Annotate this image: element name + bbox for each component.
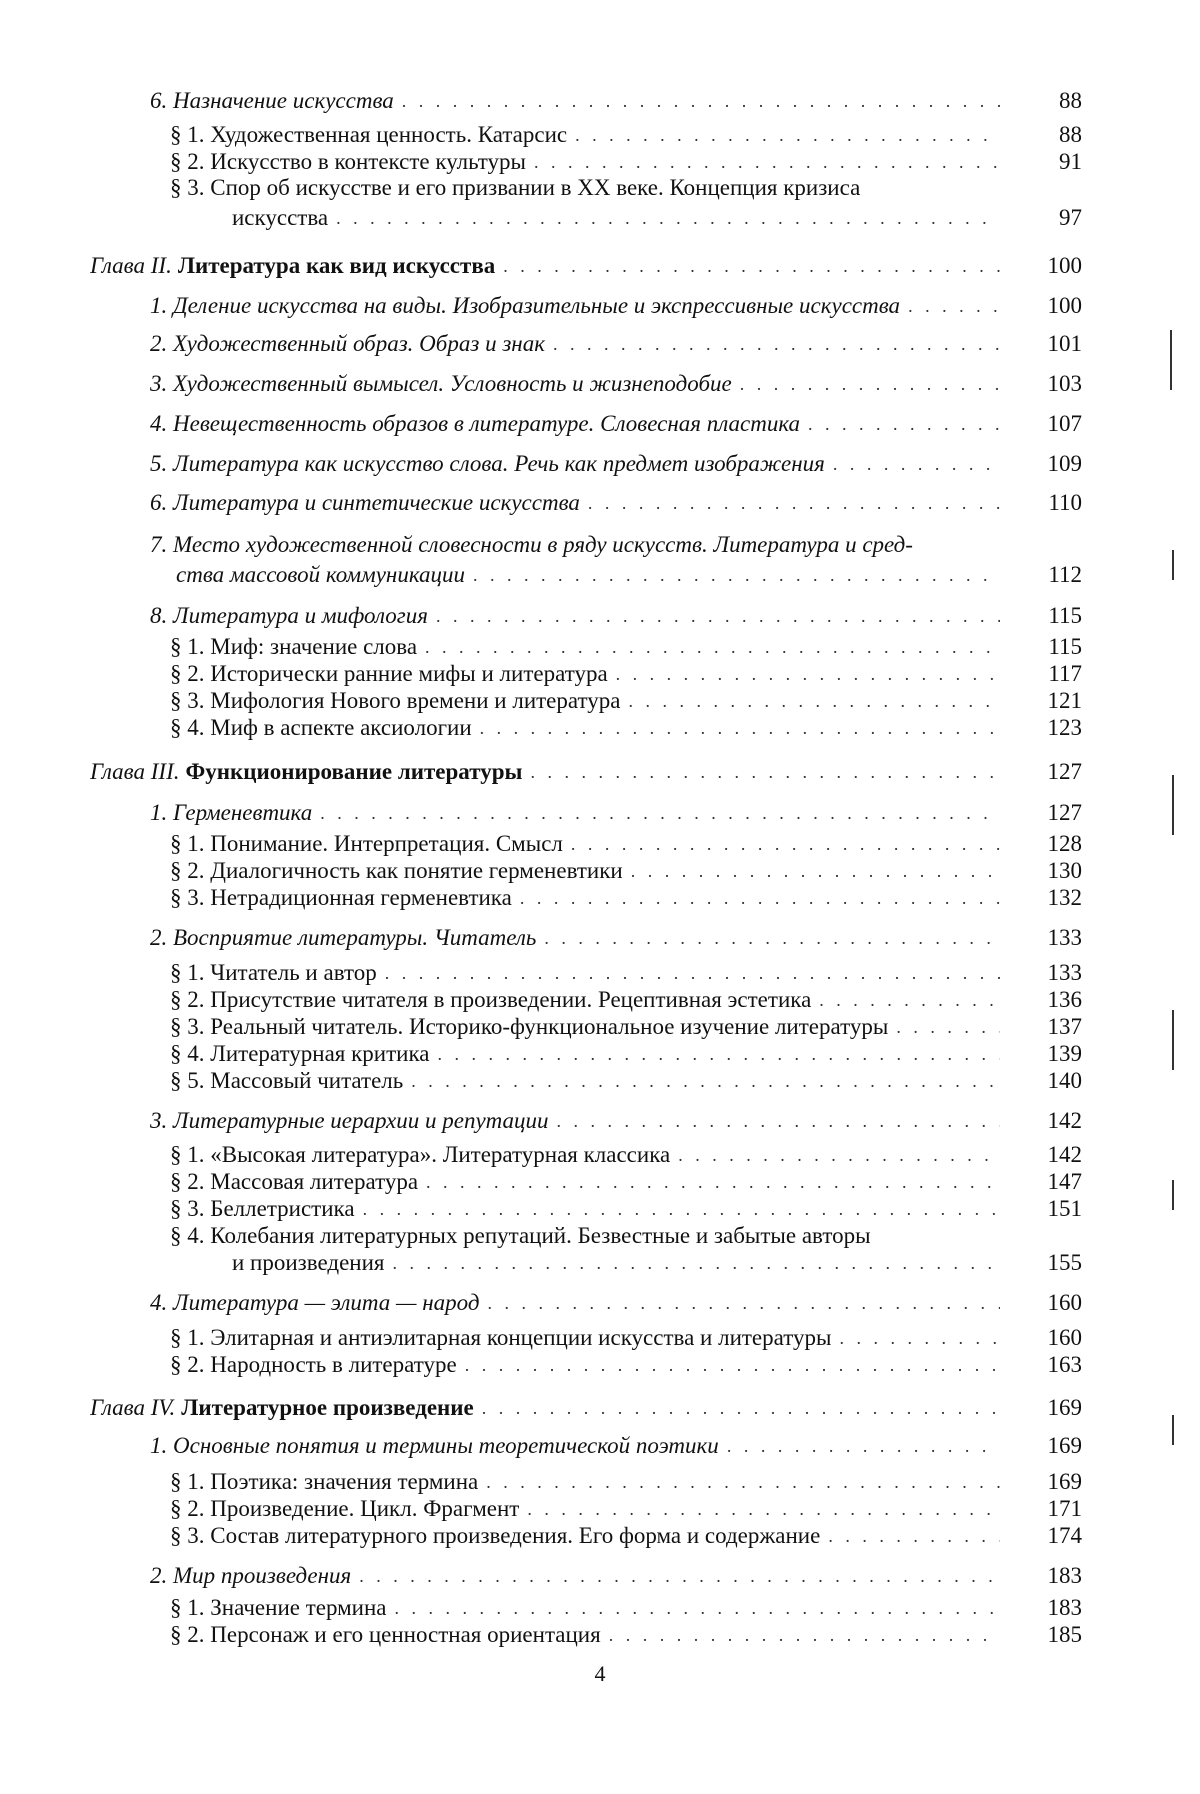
entry-title: 8. Литература и мифология [150, 603, 428, 629]
leader-dots [385, 960, 1000, 986]
toc-paragraph [170, 1469, 1000, 1495]
toc-section [150, 603, 1000, 629]
entry-title: и произведения [232, 1250, 385, 1276]
toc-paragraph [170, 1041, 1000, 1067]
toc-paragraph [170, 1142, 1000, 1168]
leader-dots [530, 759, 1000, 785]
toc-paragraph [170, 1068, 1000, 1094]
toc-section [150, 371, 1000, 397]
entry-title: § 4. Миф в аспекте аксиологии [170, 715, 472, 741]
leader-dots [503, 253, 1000, 279]
chapter-title: Литературное произведение [181, 1395, 474, 1421]
entry-page: 88 [1010, 88, 1082, 114]
toc-section [232, 1250, 1000, 1276]
entry-page: 127 [1010, 800, 1082, 826]
leader-dots [908, 293, 1000, 319]
entry-page: 110 [1010, 490, 1082, 516]
entry-title: § 3. Состав литературного произведения. Его форма и содержание [170, 1523, 820, 1549]
entry-page: 109 [1010, 451, 1082, 477]
entry-title: 6. Литература и синтетические искусства [150, 490, 580, 516]
toc-chapter [90, 253, 1000, 279]
entry-title: § 3. Нетрадиционная герменевтика [170, 885, 512, 911]
entry-title: § 2. Народность в литературе [170, 1352, 457, 1378]
scan-mark [1172, 775, 1174, 835]
leader-dots [575, 122, 1000, 148]
entry-title: § 5. Массовый читатель [170, 1068, 403, 1094]
toc-paragraph [170, 149, 1000, 175]
entry-page: 115 [1010, 634, 1082, 660]
entry-page: 107 [1010, 411, 1082, 437]
entry-page: 112 [1010, 562, 1082, 588]
entry-title: 2. Мир произведения [150, 1563, 351, 1589]
entry-title: 5. Литература как искусство слова. Речь как предмет изображения [150, 451, 825, 477]
entry-title: 3. Художественный вымысел. Условность и жизнеподобие [150, 371, 732, 397]
entry-title: ства массовой коммуникации [176, 562, 465, 588]
leader-dots [425, 634, 1000, 660]
toc-paragraph [170, 688, 1000, 714]
toc-section [150, 925, 1000, 951]
toc-paragraph [170, 831, 1000, 857]
entry-page: 117 [1010, 661, 1082, 687]
leader-dots [631, 858, 1000, 884]
leader-dots [473, 562, 1000, 588]
leader-dots [839, 1325, 1000, 1351]
toc-chapter [90, 759, 1000, 785]
entry-title: 7. Место художественной словесности в ряду искусств. Литература и сред- [150, 532, 913, 558]
entry-title: § 1. Читатель и автор [170, 960, 377, 986]
leader-dots [740, 371, 1000, 397]
table-of-contents [0, 0, 1200, 1794]
entry-title: § 1. Художественная ценность. Катарсис [170, 122, 567, 148]
leader-dots [359, 1563, 1000, 1589]
toc-paragraph [170, 634, 1000, 660]
scan-mark [1170, 330, 1172, 390]
toc-paragraph [170, 1014, 1000, 1040]
toc-section [150, 331, 1000, 357]
entry-page: 169 [1010, 1395, 1082, 1421]
leader-dots [465, 1352, 1000, 1378]
toc-paragraph [170, 1523, 1000, 1549]
entry-title: § 2. Диалогичность как понятие герменевтики [170, 858, 623, 884]
entry-title: 1. Основные понятия и термины теоретической поэтики [150, 1433, 719, 1459]
entry-title: § 1. Понимание. Интерпретация. Смысл [170, 831, 563, 857]
entry-title: 4. Литература — элита — народ [150, 1290, 479, 1316]
leader-dots [819, 987, 1000, 1013]
entry-page: 130 [1010, 858, 1082, 884]
chapter-title: Функционирование литературы [185, 759, 522, 785]
chapter-label: Глава IV. [90, 1395, 175, 1421]
toc-section [150, 88, 1000, 114]
toc-paragraph [170, 1496, 1000, 1522]
leader-dots [553, 331, 1000, 357]
toc-paragraph [170, 1595, 1000, 1621]
toc-section [150, 532, 1010, 558]
entry-page: 121 [1010, 688, 1082, 714]
toc-paragraph [170, 1196, 1000, 1222]
entry-page: 100 [1010, 293, 1082, 319]
toc-paragraph [170, 987, 1000, 1013]
entry-page: 183 [1010, 1595, 1082, 1621]
leader-dots [828, 1523, 1000, 1549]
leader-dots [426, 1169, 1000, 1195]
entry-page: 133 [1010, 960, 1082, 986]
toc-paragraph [170, 885, 1000, 911]
entry-title: § 1. Элитарная и антиэлитарная концепции искусства и литературы [170, 1325, 831, 1351]
entry-title: § 3. Спор об искусстве и его призвании в XX веке. Концепция кризиса [170, 175, 860, 201]
entry-page: 137 [1010, 1014, 1082, 1040]
chapter-label: Глава II. [90, 253, 172, 279]
toc-section [150, 1433, 1000, 1459]
entry-title: 3. Литературные иерархии и репутации [150, 1108, 549, 1134]
leader-dots [520, 885, 1000, 911]
leader-dots [727, 1433, 1000, 1459]
entry-page: 136 [1010, 987, 1082, 1013]
entry-page: 163 [1010, 1352, 1082, 1378]
entry-page: 123 [1010, 715, 1082, 741]
entry-page: 101 [1010, 331, 1082, 357]
leader-dots [487, 1290, 1000, 1316]
entry-title: 4. Невещественность образов в литературе. Словесная пластика [150, 411, 800, 437]
entry-title: § 3. Беллетристика [170, 1196, 355, 1222]
leader-dots [486, 1469, 1000, 1495]
entry-title: § 1. «Высокая литература». Литературная классика [170, 1142, 670, 1168]
page-number: 4 [580, 1661, 620, 1687]
leader-dots [588, 490, 1000, 516]
toc-section [150, 490, 1000, 516]
entry-page: 142 [1010, 1108, 1082, 1134]
entry-page: 97 [1010, 205, 1082, 231]
entry-page: 169 [1010, 1433, 1082, 1459]
entry-title: § 1. Миф: значение слова [170, 634, 417, 660]
leader-dots [527, 1496, 1000, 1522]
entry-page: 127 [1010, 759, 1082, 785]
toc-section [150, 451, 1000, 477]
entry-title: § 4. Литературная критика [170, 1041, 430, 1067]
leader-dots [482, 1395, 1000, 1421]
entry-page: 140 [1010, 1068, 1082, 1094]
entry-page: 160 [1010, 1290, 1082, 1316]
toc-section [150, 293, 1000, 319]
leader-dots [557, 1108, 1000, 1134]
entry-title: § 2. Произведение. Цикл. Фрагмент [170, 1496, 519, 1522]
entry-page: 151 [1010, 1196, 1082, 1222]
leader-dots [609, 1622, 1000, 1648]
leader-dots [320, 800, 1000, 826]
toc-section [150, 1290, 1000, 1316]
entry-page: 133 [1010, 925, 1082, 951]
leader-dots [544, 925, 1000, 951]
entry-title: 1. Деление искусства на виды. Изобразительные и экспрессивные искусства [150, 293, 900, 319]
leader-dots [628, 688, 1000, 714]
leader-dots [438, 1041, 1000, 1067]
leader-dots [395, 1595, 1000, 1621]
toc-paragraph [170, 960, 1000, 986]
toc-paragraph [170, 122, 1000, 148]
entry-title: § 1. Значение термина [170, 1595, 387, 1621]
leader-dots [480, 715, 1000, 741]
entry-page: 155 [1010, 1250, 1082, 1276]
leader-dots [678, 1142, 1000, 1168]
entry-title: § 3. Мифология Нового времени и литература [170, 688, 620, 714]
entry-title: § 1. Поэтика: значения термина [170, 1469, 478, 1495]
entry-page: 169 [1010, 1469, 1082, 1495]
scan-mark [1172, 550, 1174, 580]
entry-page: 100 [1010, 253, 1082, 279]
entry-title: § 2. Массовая литература [170, 1169, 418, 1195]
toc-paragraph [170, 175, 1010, 201]
scan-mark [1172, 1415, 1174, 1445]
entry-title: § 4. Колебания литературных репутаций. Безвестные и забытые авторы [170, 1223, 871, 1249]
chapter-label: Глава III. [90, 759, 179, 785]
chapter-title: Литература как вид искусства [178, 253, 495, 279]
toc-section [150, 800, 1000, 826]
leader-dots [534, 149, 1000, 175]
entry-page: 88 [1010, 122, 1082, 148]
entry-page: 147 [1010, 1169, 1082, 1195]
leader-dots [363, 1196, 1000, 1222]
entry-page: 91 [1010, 149, 1082, 175]
leader-dots [336, 205, 1000, 231]
leader-dots [402, 88, 1000, 114]
toc-section [150, 1108, 1000, 1134]
leader-dots [393, 1250, 1001, 1276]
entry-title: 1. Герменевтика [150, 800, 312, 826]
entry-title: § 3. Реальный читатель. Историко-функциональное изучение литературы [170, 1014, 888, 1040]
toc-paragraph [170, 1223, 1010, 1249]
entry-title: 2. Восприятие литературы. Читатель [150, 925, 536, 951]
toc-section [176, 562, 1000, 588]
entry-page: 128 [1010, 831, 1082, 857]
leader-dots [571, 831, 1000, 857]
toc-section [232, 205, 1000, 231]
leader-dots [616, 661, 1000, 687]
toc-paragraph [170, 1622, 1000, 1648]
toc-section [150, 1563, 1000, 1589]
entry-page: 132 [1010, 885, 1082, 911]
entry-page: 160 [1010, 1325, 1082, 1351]
leader-dots [808, 411, 1000, 437]
entry-title: § 2. Присутствие читателя в произведении. Рецептивная эстетика [170, 987, 811, 1013]
entry-title: 2. Художественный образ. Образ и знак [150, 331, 545, 357]
leader-dots [896, 1014, 1000, 1040]
entry-page: 142 [1010, 1142, 1082, 1168]
entry-page: 183 [1010, 1563, 1082, 1589]
entry-page: 115 [1010, 603, 1082, 629]
entry-page: 174 [1010, 1523, 1082, 1549]
toc-paragraph [170, 1169, 1000, 1195]
toc-paragraph [170, 1352, 1000, 1378]
entry-page: 185 [1010, 1622, 1082, 1648]
entry-title: искусства [232, 205, 328, 231]
entry-page: 171 [1010, 1496, 1082, 1522]
toc-chapter [90, 1395, 1000, 1421]
toc-paragraph [170, 858, 1000, 884]
entry-title: § 2. Искусство в контексте культуры [170, 149, 526, 175]
scan-mark [1172, 1180, 1174, 1210]
toc-paragraph [170, 661, 1000, 687]
toc-section [150, 411, 1000, 437]
entry-title: § 2. Исторически ранние мифы и литература [170, 661, 608, 687]
leader-dots [833, 451, 1000, 477]
scan-mark [1172, 1010, 1174, 1070]
leader-dots [436, 603, 1000, 629]
toc-paragraph [170, 1325, 1000, 1351]
leader-dots [411, 1068, 1000, 1094]
entry-title: 6. Назначение искусства [150, 88, 394, 114]
entry-page: 103 [1010, 371, 1082, 397]
entry-title: § 2. Персонаж и его ценностная ориентация [170, 1622, 601, 1648]
toc-paragraph [170, 715, 1000, 741]
entry-page: 139 [1010, 1041, 1082, 1067]
